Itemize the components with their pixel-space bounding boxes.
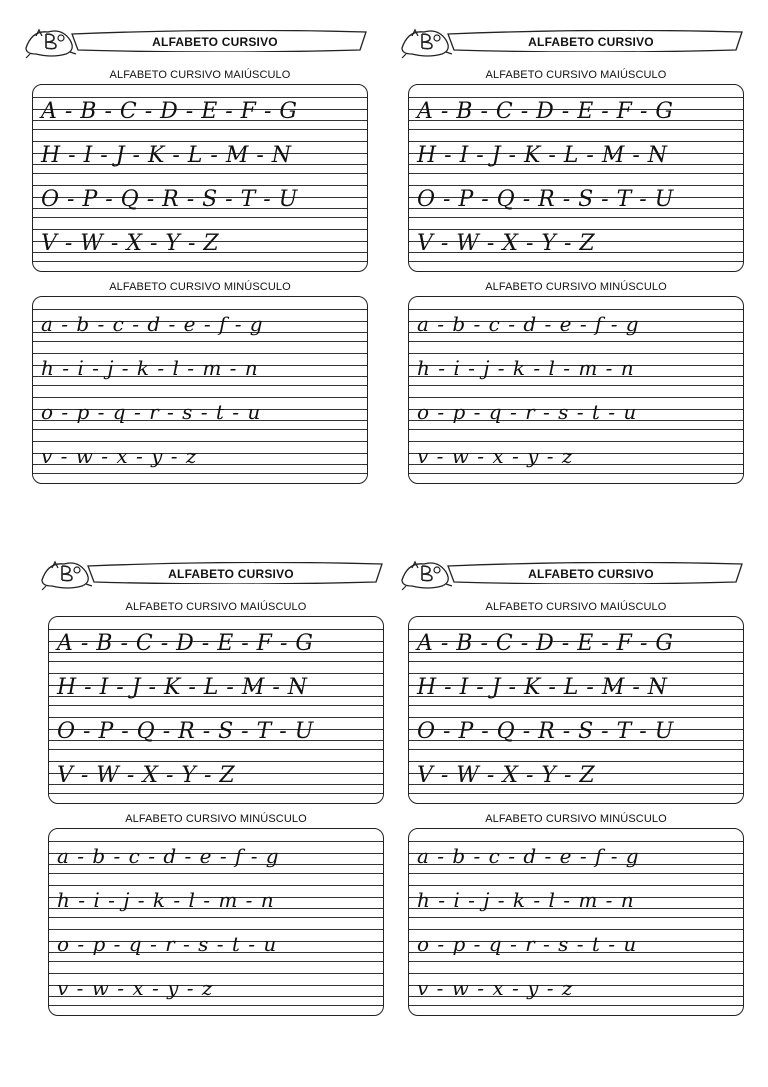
lowercase-heading: ALFABETO CURSIVO MINÚSCULO xyxy=(125,813,307,825)
banner-title: ALFABETO CURSIVO xyxy=(528,567,654,581)
letters: H - I - J - K - L - M - N xyxy=(417,675,668,700)
letters: v - w - x - y - z xyxy=(57,976,214,1000)
letters: v - w - x - y - z xyxy=(41,444,198,468)
letters: h - i - j - k - l - m - n xyxy=(417,356,635,380)
lowercase-alphabet-box xyxy=(48,828,384,1016)
uppercase-row xyxy=(39,93,361,125)
uppercase-row xyxy=(415,625,737,657)
letters: o - p - q - r - s - t - u xyxy=(417,932,638,956)
letters: o - p - q - r - s - t - u xyxy=(417,400,638,424)
lowercase-row xyxy=(39,305,361,337)
uppercase-row xyxy=(39,181,361,213)
uppercase-alphabet-box xyxy=(408,616,744,804)
letters: a - b - c - d - e - f - g xyxy=(41,312,264,336)
uppercase-row xyxy=(415,137,737,169)
lowercase-row xyxy=(415,349,737,381)
lowercase-row xyxy=(415,393,737,425)
banner-title: ALFABETO CURSIVO xyxy=(528,35,654,49)
letters: V - W - X - Y - Z xyxy=(41,231,220,256)
lowercase-row xyxy=(415,305,737,337)
uppercase-row xyxy=(415,225,737,257)
letters: V - W - X - Y - Z xyxy=(417,763,596,788)
letters: a - b - c - d - e - f - g xyxy=(417,312,640,336)
lowercase-row xyxy=(39,393,361,425)
letters: o - p - q - r - s - t - u xyxy=(57,932,278,956)
lowercase-alphabet-box xyxy=(408,296,744,484)
uppercase-heading: ALFABETO CURSIVO MAIÚSCULO xyxy=(485,601,667,613)
letters: A - B - C - D - E - F - G xyxy=(57,631,314,656)
lowercase-row xyxy=(39,349,361,381)
lowercase-row xyxy=(55,969,377,1001)
lowercase-heading: ALFABETO CURSIVO MINÚSCULO xyxy=(109,281,291,293)
worksheet-top-right xyxy=(396,24,756,494)
letters: H - I - J - K - L - M - N xyxy=(41,143,292,168)
worksheet-bottom-left xyxy=(36,556,396,1026)
lowercase-alphabet-box xyxy=(408,828,744,1016)
lowercase-row xyxy=(55,837,377,869)
uppercase-row xyxy=(55,625,377,657)
letters: a - b - c - d - e - f - g xyxy=(417,844,640,868)
letters: A - B - C - D - E - F - G xyxy=(41,99,298,124)
worksheet-top-left xyxy=(20,24,380,494)
lowercase-heading: ALFABETO CURSIVO MINÚSCULO xyxy=(485,281,667,293)
letters: V - W - X - Y - Z xyxy=(57,763,236,788)
letters: V - W - X - Y - Z xyxy=(417,231,596,256)
uppercase-heading: ALFABETO CURSIVO MAIÚSCULO xyxy=(125,601,307,613)
lowercase-row xyxy=(415,437,737,469)
lowercase-heading: ALFABETO CURSIVO MINÚSCULO xyxy=(485,813,667,825)
uppercase-alphabet-box xyxy=(32,84,368,272)
banner-title: ALFABETO CURSIVO xyxy=(152,35,278,49)
worksheet-bottom-right xyxy=(396,556,756,1026)
letters: o - p - q - r - s - t - u xyxy=(41,400,262,424)
letters: h - i - j - k - l - m - n xyxy=(57,888,275,912)
uppercase-alphabet-box xyxy=(48,616,384,804)
lowercase-row xyxy=(55,925,377,957)
lowercase-row xyxy=(415,881,737,913)
banner-title: ALFABETO CURSIVO xyxy=(168,567,294,581)
title-banner xyxy=(396,556,756,596)
title-banner xyxy=(36,556,396,596)
letters: a - b - c - d - e - f - g xyxy=(57,844,280,868)
uppercase-heading: ALFABETO CURSIVO MAIÚSCULO xyxy=(485,69,667,81)
letters: H - I - J - K - L - M - N xyxy=(417,143,668,168)
uppercase-row xyxy=(55,757,377,789)
letters: H - I - J - K - L - M - N xyxy=(57,675,308,700)
letters: A - B - C - D - E - F - G xyxy=(417,631,674,656)
uppercase-row xyxy=(415,93,737,125)
uppercase-alphabet-box xyxy=(408,84,744,272)
lowercase-alphabet-box xyxy=(32,296,368,484)
uppercase-row xyxy=(415,669,737,701)
letters: O - P - Q - R - S - T - U xyxy=(417,719,674,744)
letters: h - i - j - k - l - m - n xyxy=(417,888,635,912)
uppercase-row xyxy=(55,669,377,701)
letters: A - B - C - D - E - F - G xyxy=(417,99,674,124)
uppercase-heading: ALFABETO CURSIVO MAIÚSCULO xyxy=(109,69,291,81)
letters: O - P - Q - R - S - T - U xyxy=(41,187,298,212)
lowercase-row xyxy=(55,881,377,913)
uppercase-row xyxy=(39,137,361,169)
letters: v - w - x - y - z xyxy=(417,444,574,468)
title-banner xyxy=(20,24,380,64)
title-banner xyxy=(396,24,756,64)
lowercase-row xyxy=(415,837,737,869)
uppercase-row xyxy=(415,757,737,789)
lowercase-row xyxy=(415,969,737,1001)
uppercase-row xyxy=(415,713,737,745)
uppercase-row xyxy=(55,713,377,745)
letters: h - i - j - k - l - m - n xyxy=(41,356,259,380)
lowercase-row xyxy=(415,925,737,957)
letters: O - P - Q - R - S - T - U xyxy=(57,719,314,744)
letters: O - P - Q - R - S - T - U xyxy=(417,187,674,212)
letters: v - w - x - y - z xyxy=(417,976,574,1000)
lowercase-row xyxy=(39,437,361,469)
uppercase-row xyxy=(415,181,737,213)
uppercase-row xyxy=(39,225,361,257)
